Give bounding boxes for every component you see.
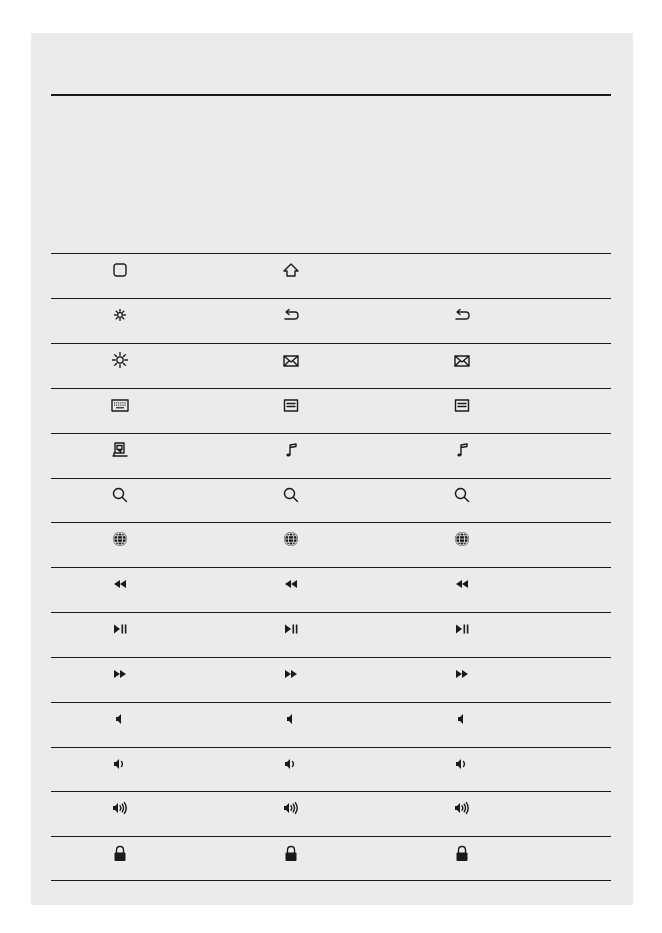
volume-up-icon xyxy=(451,797,473,819)
back-icon xyxy=(451,304,473,326)
table-row xyxy=(51,747,611,791)
volume-down-icon xyxy=(451,753,473,775)
music-icon xyxy=(451,439,473,461)
table-row xyxy=(51,791,611,836)
slideshow-icon xyxy=(109,439,131,461)
table-row xyxy=(51,298,611,343)
mute-icon xyxy=(109,708,131,730)
lock-icon xyxy=(451,842,473,864)
search-icon xyxy=(109,484,131,506)
shortcut-key-table xyxy=(51,253,611,881)
brightness-up-icon xyxy=(109,349,131,371)
home-icon xyxy=(280,259,302,281)
globe-icon xyxy=(109,528,131,550)
table-row xyxy=(51,567,611,612)
mail-icon xyxy=(280,349,302,371)
rewind-icon xyxy=(451,573,473,595)
mute-icon xyxy=(451,708,473,730)
mail-icon xyxy=(451,349,473,371)
keyboard-icon xyxy=(109,394,131,416)
fast-forward-icon xyxy=(280,663,302,685)
volume-up-icon xyxy=(280,797,302,819)
rewind-icon xyxy=(109,573,131,595)
play-pause-icon xyxy=(280,618,302,640)
volume-down-icon xyxy=(109,753,131,775)
music-icon xyxy=(280,439,302,461)
table-row xyxy=(51,522,611,567)
search-icon xyxy=(280,484,302,506)
table-row xyxy=(51,612,611,657)
lock-icon xyxy=(280,842,302,864)
mute-icon xyxy=(280,708,302,730)
play-pause-icon xyxy=(109,618,131,640)
table-row xyxy=(51,253,611,298)
globe-icon xyxy=(280,528,302,550)
table-row xyxy=(51,702,611,747)
volume-down-icon xyxy=(280,753,302,775)
table-row xyxy=(51,433,611,478)
table-row xyxy=(51,478,611,522)
rewind-icon xyxy=(280,573,302,595)
menu-icon xyxy=(280,394,302,416)
fast-forward-icon xyxy=(109,663,131,685)
table-row xyxy=(51,388,611,433)
lock-icon xyxy=(109,842,131,864)
back-icon xyxy=(280,304,302,326)
header-rule xyxy=(51,94,611,96)
document-panel xyxy=(31,33,633,905)
fast-forward-icon xyxy=(451,663,473,685)
menu-icon xyxy=(451,394,473,416)
table-row xyxy=(51,836,611,881)
play-pause-icon xyxy=(451,618,473,640)
table-row xyxy=(51,657,611,702)
search-icon xyxy=(451,484,473,506)
brightness-down-icon xyxy=(109,304,131,326)
volume-up-icon xyxy=(109,797,131,819)
table-row xyxy=(51,343,611,388)
globe-icon xyxy=(451,528,473,550)
home-square-icon xyxy=(109,259,131,281)
